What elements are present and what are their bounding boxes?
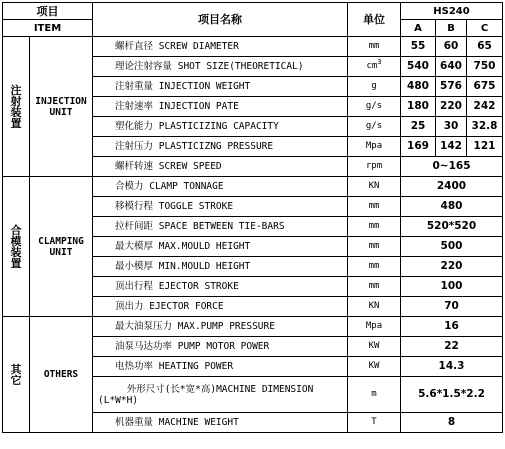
value-all: 100: [401, 277, 503, 297]
row-name-line-1: 外形尺寸(长*宽*高)MACHINE DIMENSION: [126, 383, 314, 395]
section-clamping-zh: 合模装置: [3, 177, 30, 317]
value-all: 2400: [401, 177, 503, 197]
row-unit: mm: [348, 37, 401, 57]
value-b: 220: [436, 97, 467, 117]
value-c: 675: [467, 77, 503, 97]
row-unit: mm: [348, 237, 401, 257]
value-a: 540: [401, 57, 436, 77]
value-b: 576: [436, 77, 467, 97]
unit-superscript: 3: [377, 58, 382, 66]
value-c: 121: [467, 137, 503, 157]
row-name: 注射压力 PLASTICIZNG PRESSURE: [93, 137, 348, 157]
header-item-en: ITEM: [3, 20, 93, 37]
row-name: 注射重量 INJECTION WEIGHT: [93, 77, 348, 97]
row-name: 理论注射容量 SHOT SIZE(THEORETICAL): [93, 57, 348, 77]
table-row: [3, 177, 503, 197]
row-unit: mm: [348, 217, 401, 237]
row-name: 最大模厚 MAX.MOULD HEIGHT: [93, 237, 348, 257]
row-unit: KW: [348, 337, 401, 357]
row-unit: m: [348, 377, 401, 413]
value-all: 500: [401, 237, 503, 257]
row-unit: KN: [348, 297, 401, 317]
section-injection-en: INJECTION UNIT: [30, 37, 93, 177]
row-name: 电热功率 HEATING POWER: [93, 357, 348, 377]
value-a: 480: [401, 77, 436, 97]
header-item-zh: 项目: [3, 3, 93, 20]
value-a: 25: [401, 117, 436, 137]
row-unit: KN: [348, 177, 401, 197]
row-unit: g/s: [348, 117, 401, 137]
value-all: 70: [401, 297, 503, 317]
header-col-a: A: [401, 20, 436, 37]
row-name: 螺杆直径 SCREW DIAMETER: [93, 37, 348, 57]
row-name: 油泵马达功率 PUMP MOTOR POWER: [93, 337, 348, 357]
table-row: [3, 37, 503, 57]
row-name: 机器重量 MACHINE WEIGHT: [93, 413, 348, 433]
header-name: 项目名称: [93, 3, 348, 37]
section-clamping-en: CLAMPING UNIT: [30, 177, 93, 317]
value-all: 22: [401, 337, 503, 357]
row-name: 拉杆间距 SPACE BETWEEN TIE-BARS: [93, 217, 348, 237]
value-all: 220: [401, 257, 503, 277]
row-name: 塑化能力 PLASTICIZING CAPACITY: [93, 117, 348, 137]
table-row: [3, 317, 503, 337]
value-c: 32.8: [467, 117, 503, 137]
row-name: 顶出力 EJECTOR FORCE: [93, 297, 348, 317]
row-name: 顶出行程 EJECTOR STROKE: [93, 277, 348, 297]
value-b: 640: [436, 57, 467, 77]
row-unit: mm: [348, 197, 401, 217]
value-all: 16: [401, 317, 503, 337]
value-all: 0~165: [401, 157, 503, 177]
row-unit: KW: [348, 357, 401, 377]
value-a: 55: [401, 37, 436, 57]
row-name: [93, 377, 348, 413]
row-name-line-2: (L*W*H): [98, 394, 139, 406]
row-unit: T: [348, 413, 401, 433]
value-all: 480: [401, 197, 503, 217]
row-unit: g: [348, 77, 401, 97]
row-unit: Mpa: [348, 137, 401, 157]
value-b: 60: [436, 37, 467, 57]
header-col-c: C: [467, 20, 503, 37]
row-name: 最小模厚 MIN.MOULD HEIGHT: [93, 257, 348, 277]
value-c: 242: [467, 97, 503, 117]
value-a: 169: [401, 137, 436, 157]
spec-table: [2, 2, 503, 433]
row-name: 注射速率 INJECTION PATE: [93, 97, 348, 117]
value-all: 520*520: [401, 217, 503, 237]
header-col-b: B: [436, 20, 467, 37]
header-unit: 单位: [348, 3, 401, 37]
unit-text: cm: [366, 61, 378, 71]
row-unit: Mpa: [348, 317, 401, 337]
header-model: HS240: [401, 3, 503, 20]
row-name: 最大油泵压力 MAX.PUMP PRESSURE: [93, 317, 348, 337]
value-all: 5.6*1.5*2.2: [401, 377, 503, 413]
value-c: 65: [467, 37, 503, 57]
row-name: 螺杆转速 SCREW SPEED: [93, 157, 348, 177]
section-injection-zh: 注射装置: [3, 37, 30, 177]
value-c: 750: [467, 57, 503, 77]
row-unit: rpm: [348, 157, 401, 177]
value-b: 30: [436, 117, 467, 137]
row-name: 移模行程 TOGGLE STROKE: [93, 197, 348, 217]
row-unit: [348, 57, 401, 77]
section-others-zh: 其它: [3, 317, 30, 433]
row-unit: mm: [348, 277, 401, 297]
value-all: 14.3: [401, 357, 503, 377]
row-name: 合模力 CLAMP TONNAGE: [93, 177, 348, 197]
value-b: 142: [436, 137, 467, 157]
header-row-1: [3, 3, 503, 20]
value-a: 180: [401, 97, 436, 117]
value-all: 8: [401, 413, 503, 433]
section-others-en: OTHERS: [30, 317, 93, 433]
row-unit: g/s: [348, 97, 401, 117]
row-unit: mm: [348, 257, 401, 277]
